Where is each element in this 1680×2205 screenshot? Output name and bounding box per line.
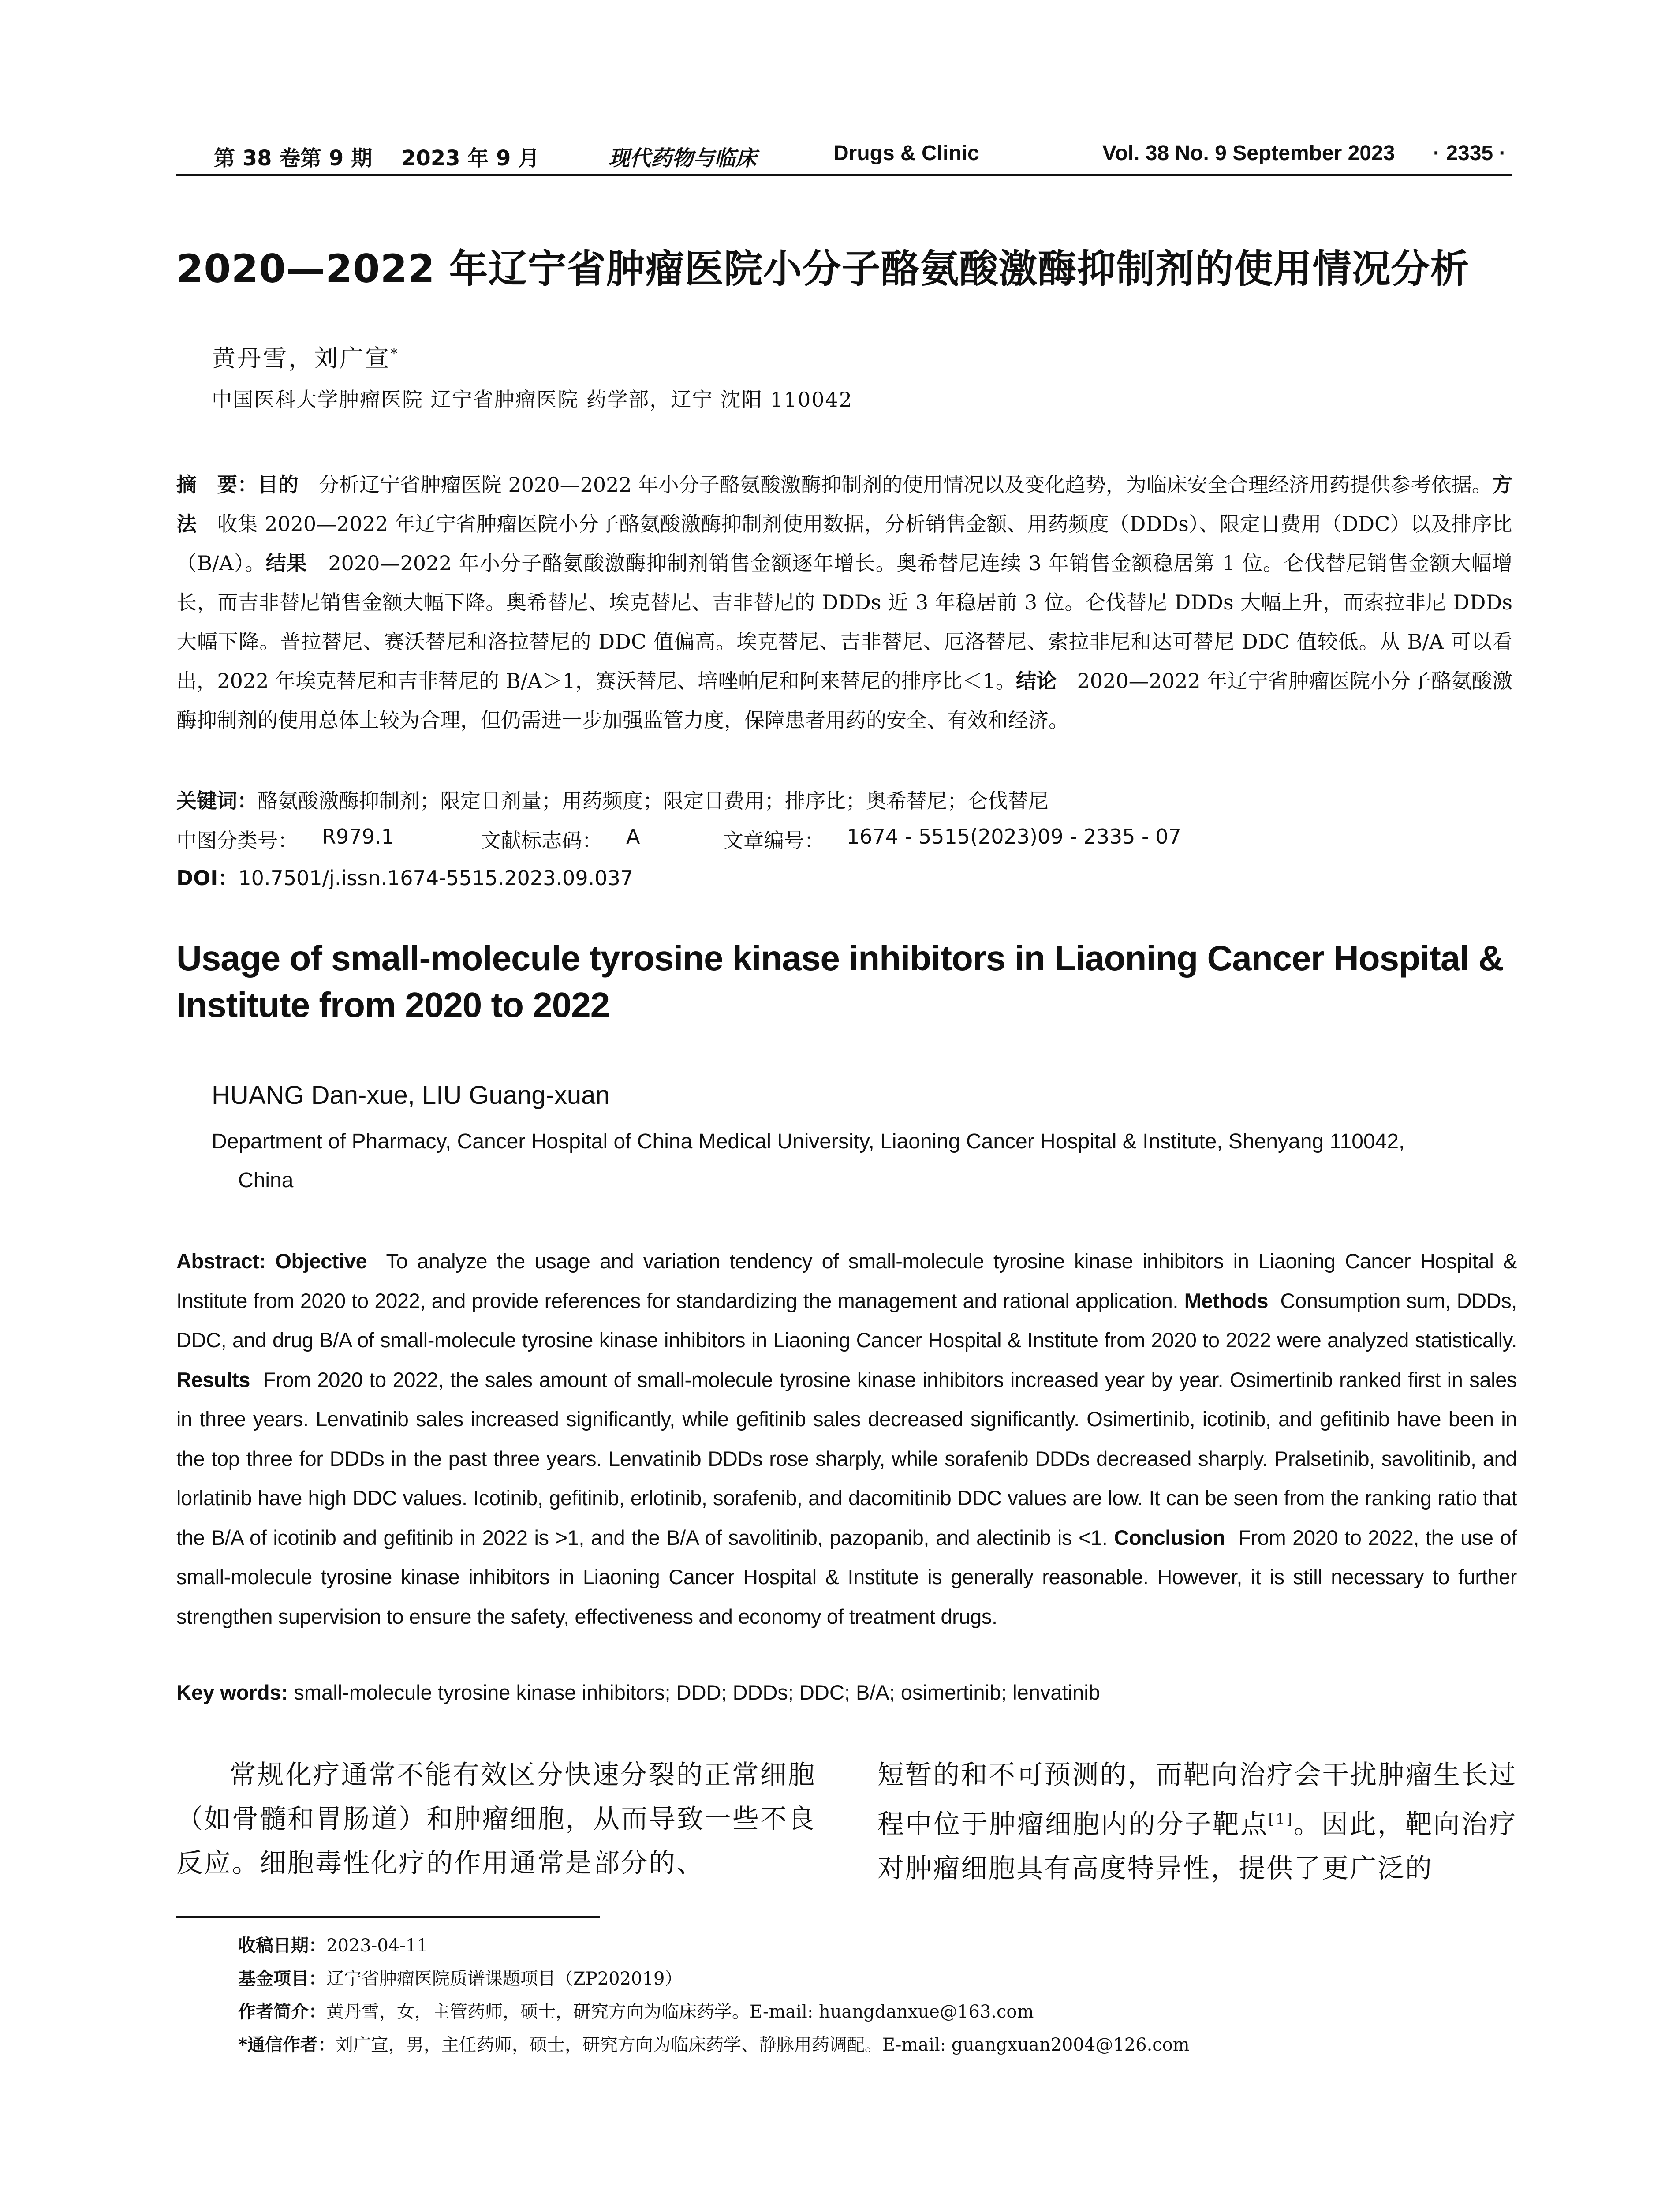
fund-label: 基金项目： (238, 1969, 326, 1989)
header-date-cn: 2023 年 9 月 (401, 146, 540, 171)
abstract-cn-label: 摘 要： (176, 473, 258, 497)
keywords-en-label: Key words: (176, 1681, 288, 1704)
abstract-cn (176, 465, 1512, 740)
affiliation-en (212, 1122, 1517, 1200)
article-title-en: Usage of small-molecule tyrosine kinase inhibitors in Liaoning Cancer Hospital & Institute from 2020 to 2022 (176, 938, 1504, 1024)
body-right-text-1: 短暂的和不可预测的，而靶向治疗会干扰肿瘤生长过程中位于肿瘤细胞内的分子靶点 (877, 1760, 1517, 1840)
clc-value: R979.1 (322, 825, 394, 848)
abstract-en-conclusion: From 2020 to 2022, the use of small-molecule tyrosine kinase inhibitors in Liaoning Cancer Hospital & Institute is generally reasonable. However, it is still necessary to further strengthen supervision to ensure the safety, effectiveness and economy of treatment drugs. (176, 1525, 1517, 1628)
abstract-cn-objective-label: 目的 (258, 473, 299, 497)
bio-label: 作者简介： (238, 2002, 326, 2022)
abstract-cn-results-label: 结果 (265, 551, 308, 575)
article-number-label: 文章编号： (723, 829, 825, 852)
abstract-en-conclusion-label: Conclusion (1114, 1525, 1225, 1549)
affiliation-en-line-1: Department of Pharmacy, Cancer Hospital of China Medical University, Liaoning Cancer Hospital & Institute, Shenyang 110042, (212, 1130, 1405, 1153)
corr-text: 刘广宣，男，主任药师，硕士，研究方向为临床药学、静脉用药调配。E-mail: guangxuan2004@126.com (335, 2035, 1190, 2055)
header-journal-cn: 现代药物与临床 (609, 146, 757, 171)
abstract-en-label: Abstract: (176, 1249, 266, 1273)
footnote-received (238, 1932, 428, 1957)
abstract-cn-methods-label: 方法 (176, 473, 1513, 536)
footnote-author-bio (238, 1998, 1034, 2023)
header-journal-en: Drugs & Clinic (833, 142, 979, 165)
keywords-en (176, 1680, 1517, 1704)
abstract-en-methods-label: Methods (1184, 1289, 1269, 1312)
abstract-en-results-label: Results (176, 1368, 250, 1391)
body-column-right (877, 1753, 1517, 1891)
fund-text: 辽宁省肿瘤医院质谱课题项目（ZP202019） (326, 1969, 683, 1989)
footnote-fund (238, 1965, 682, 1990)
affiliation-cn: 中国医科大学肿瘤医院 辽宁省肿瘤医院 药学部，辽宁 沈阳 110042 (212, 388, 853, 411)
header-volume-en: Vol. 38 No. 9 September 2023 (1102, 142, 1395, 165)
citation-ref[interactable]: [1] (1268, 1810, 1294, 1828)
affiliation-en-line-2: China (238, 1169, 294, 1192)
keywords-cn-text: 酪氨酸激酶抑制剂；限定日剂量；用药频度；限定日费用；排序比；奥希替尼；仑伐替尼 (258, 789, 1049, 813)
abstract-cn-objective: 分析辽宁省肿瘤医院 2020—2022 年小分子酪氨酸激酶抑制剂的使用情况以及变化趋势，为临床安全合理经济用药提供参考依据。 (298, 473, 1493, 497)
running-header (203, 141, 1508, 172)
received-date: 2023-04-11 (326, 1936, 428, 1956)
article-number-value: 1674 - 5515(2023)09 - 2335 - 07 (847, 825, 1181, 848)
corr-label: *通信作者： (238, 2035, 336, 2055)
article-title-cn: 2020—2022 年辽宁省肿瘤医院小分子酪氨酸激酶抑制剂的使用情况分析 (176, 246, 1470, 292)
abstract-cn-conclusion-label: 结论 (1016, 669, 1057, 693)
abstract-cn-conclusion: 2020—2022 年辽宁省肿瘤医院小分子酪氨酸激酶抑制剂的使用总体上较为合理，但仍需进一步加强监管力度，保障患者用药的安全、有效和经济。 (176, 669, 1512, 732)
abstract-en-objective: To analyze the usage and variation tendency of small-molecule tyrosine kinase inhibitors in Liaoning Cancer Hospital & Institute from 2020 to 2022, and provide references for standardizing the management and rational application. (176, 1249, 1517, 1312)
header-rule (176, 174, 1512, 176)
corresponding-mark: * (391, 346, 399, 362)
keywords-cn-label: 关键词： (176, 789, 258, 813)
footnote-rule (176, 1916, 600, 1918)
document-code-value: A (626, 825, 640, 848)
doi-line (176, 862, 633, 891)
abstract-en-results: From 2020 to 2022, the sales amount of small-molecule tyrosine kinase inhibitors increased year by year. Osimertinib ranked first in sales in three years. Lenvatinib sales increased significantly, while gefitinib sales decreased significantly. Osimertinib, icotinib, and gefitinib have been in the top three for DDDs in the past three years. Lenvatinib DDDs rose sharply, while sorafenib DDDs decreased sharply. Pralsetinib, savolitinib, and lorlatinib have high DDC values. Icotinib, gefitinib, erlotinib, sorafenib, and dacomitinib DDC values are low. It can be seen from the ranking ratio that the B/A of icotinib and gefitinib in 2022 is >1, and the B/A of savolitinib, pazopanib, and alectinib is <1. (176, 1368, 1517, 1549)
abstract-en-objective-label: Objective (275, 1249, 367, 1273)
abstract-en (176, 1241, 1517, 1636)
doi-value[interactable]: 10.7501/j.issn.1674-5515.2023.09.037 (238, 866, 634, 890)
footnote-corresponding (238, 2031, 1190, 2056)
classification-line (176, 825, 1512, 851)
received-label: 收稿日期： (238, 1936, 326, 1956)
abstract-en-methods: Consumption sum, DDDs, DDC, and drug B/A of small-molecule tyrosine kinase inhibitors in Liaoning Cancer Hospital & Institute from 2020 to 2022 were analyzed statistically. (176, 1289, 1517, 1352)
bio-text: 黄丹雪，女，主管药师，硕士，研究方向为临床药学。E-mail: huangdanxue@163.com (326, 2002, 1034, 2022)
clc-label: 中图分类号： (176, 829, 298, 852)
abstract-cn-results: 2020—2022 年小分子酪氨酸激酶抑制剂销售金额逐年增长。奥希替尼连续 3 年销售金额稳居第 1 位。仑伐替尼销售金额大幅增长，而吉非替尼销售金额大幅下降。奥希替尼、埃克替尼、吉非替尼的 DDDs 近 3 年稳居前 3 位。仑伐替尼 DDDs 大幅上升，而索拉非尼 DDDs 大幅下降。普拉替尼、赛沃替尼和洛拉替尼的 DDC 值偏高。埃克替尼、吉非替尼、厄洛替尼、索拉非尼和达可替尼 DDC 值较低。从 B/A 可以看出，2022 年埃克替尼和吉非替尼的 B/A＞1，赛沃替尼、培唑帕尼和阿来替尼的排序比＜1。 (176, 551, 1513, 693)
authors-en: HUANG Dan-xue, LIU Guang-xuan (212, 1081, 610, 1110)
body-right-text-2: 。因此，靶向治疗对肿瘤细胞具有高度特异性，提供了更广泛的 (877, 1809, 1517, 1884)
authors-cn (212, 340, 399, 374)
document-code-label: 文献标志码： (481, 829, 602, 852)
doi-label: DOI： (176, 866, 239, 890)
authors-cn-names: 黄丹雪，刘广宣 (212, 344, 391, 372)
keywords-cn (176, 785, 1049, 814)
body-column-left: 常规化疗通常不能有效区分快速分裂的正常细胞（如骨髓和胃肠道）和肿瘤细胞，从而导致一些不良反应。细胞毒性化疗的作用通常是部分的、 (176, 1760, 816, 1879)
abstract-cn-methods: 收集 2020—2022 年辽宁省肿瘤医院小分子酪氨酸激酶抑制剂使用数据，分析销售金额、用药频度（DDDs）、限定日费用（DDC）以及排序比（B/A）。 (176, 512, 1512, 575)
header-volume-cn: 第 38 卷第 9 期 (214, 146, 373, 171)
header-page-number: · 2335 · (1433, 142, 1506, 165)
keywords-en-text: small-molecule tyrosine kinase inhibitors; DDD; DDDs; DDC; B/A; osimertinib; lenvatinib (294, 1681, 1100, 1704)
